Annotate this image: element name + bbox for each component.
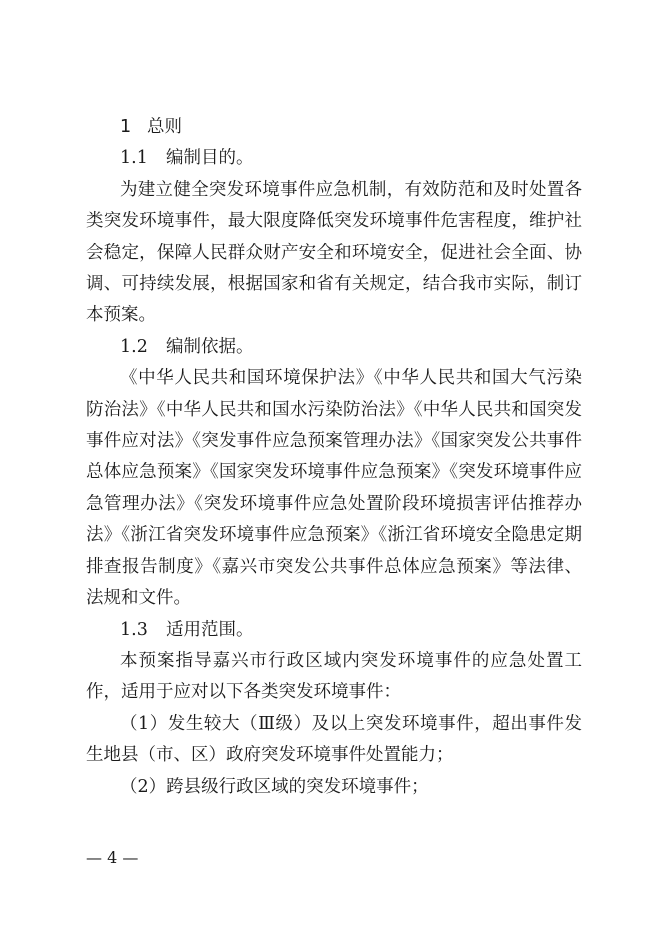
list-item: （2）跨县级行政区域的突发环境事件；	[120, 776, 429, 797]
subsection-heading	[86, 615, 582, 646]
paragraph-basis: 《中华人民共和国环境保护法》《中华人民共和国大气污染防治法》《中华人民共和国水污染防治法》《中华人民共和国突发事件应对法》《突发事件应急预案管理办法》《国家突发公共事件总体应急预案》《国家突发环境事件应急预案》《突发环境事件应急管理办法》《突发环境事件应急处置阶段环境损害评估推荐办法》《浙江省突发环境事件应急预案》《浙江省环境安全隐患定期排查报告制度》《嘉兴市突发公共事件总体应急预案》等法律、法规和文件。	[86, 368, 582, 609]
section-heading	[86, 112, 582, 143]
subsection-number: 1.1	[120, 148, 148, 169]
paragraph-purpose: 为建立健全突发环境事件应急机制，有效防范和及时处置各类突发环境事件，最大限度降低突发环境事件危害程度，维护社会稳定，保障人民群众财产安全和环境安全，促进社会全面、协调、可持续发展，根据国家和省有关规定，结合我市实际，制订本预案。	[86, 179, 582, 326]
paragraph-scope: 本预案指导嘉兴市行政区域内突发环境事件的应急处置工作，适用于应对以下各类突发环境事件：	[86, 650, 582, 703]
subsection-number: 1.3	[120, 619, 148, 640]
subsection-title: 编制目的。	[166, 148, 254, 169]
document-body	[86, 112, 582, 803]
list-item: （1）发生较大（Ⅲ级）及以上突发环境事件，超出事件发生地县（市、区）政府突发环境事件处置能力；	[86, 713, 582, 766]
section-title: 总则	[147, 117, 182, 137]
subsection-title: 编制依据。	[166, 336, 254, 357]
subsection-heading	[86, 332, 582, 363]
subsection-heading	[86, 143, 582, 174]
subsection-title: 适用范围。	[166, 619, 254, 640]
subsection-number: 1.2	[120, 336, 148, 357]
page-number: — 4 —	[86, 848, 139, 867]
section-number: 1	[120, 117, 132, 137]
